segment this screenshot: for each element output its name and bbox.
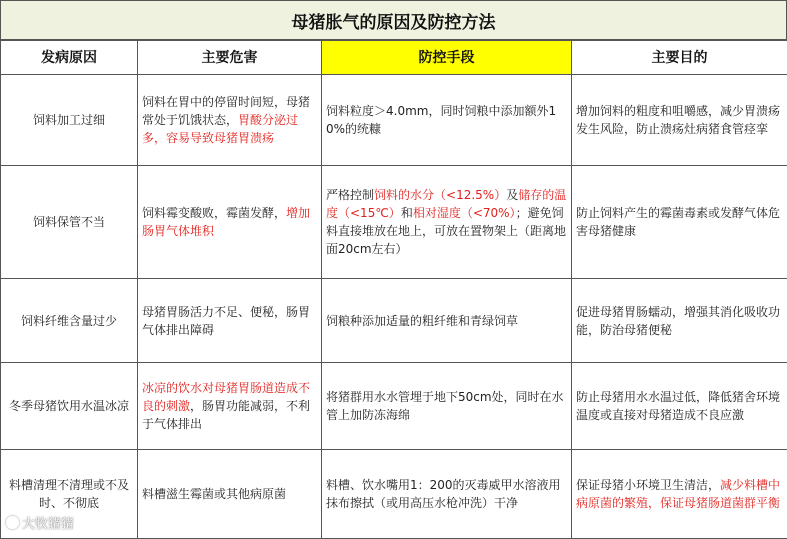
harm-cell (138, 363, 322, 450)
control-cell (322, 363, 572, 450)
control-text-highlight: 储存的温度（<15℃） (326, 188, 566, 220)
harm-cell (138, 166, 322, 279)
control-text: 严格控制 (326, 188, 374, 202)
purpose-text: 增加饲料的粗度和咀嚼感，减少胃溃疡发生风险，防止溃疡灶病猪食管痉挛 (576, 104, 780, 136)
header-harm: 主要危害 (138, 41, 322, 75)
purpose-text: 防止饲料产生的霉菌毒素或发酵气体危害母猪健康 (576, 206, 780, 238)
header-control: 防控手段 (322, 41, 572, 75)
purpose-text: 保证母猪小环境卫生清洁， (576, 478, 720, 492)
harm-cell (138, 75, 322, 166)
control-cell (322, 166, 572, 279)
control-cell (322, 279, 572, 363)
control-cell (322, 75, 572, 166)
table-title: 母猪胀气的原因及防控方法 (0, 0, 787, 40)
control-cell (322, 450, 572, 539)
table-row (1, 279, 787, 363)
watermark (6, 513, 74, 532)
cause-cell: 料槽清理不清理或不及时、不彻底 (1, 450, 138, 539)
purpose-cell (572, 450, 787, 539)
harm-text-highlight: 胃酸分泌过多，容易导致母猪胃溃疡 (142, 113, 298, 145)
harm-text: 料槽滋生霉菌或其他病原菌 (142, 487, 286, 501)
table-row (1, 363, 787, 450)
control-text: 饲粮种添加适量的粗纤维和青绿饲草 (326, 314, 518, 328)
control-text-highlight: 饲料的水分（<12.5%） (374, 188, 506, 202)
control-text-highlight: 相对湿度（<70%） (413, 206, 516, 220)
watermark-text: 大牧猪猪 (22, 513, 74, 532)
harm-text-highlight: 冰凉的饮水对母猪胃肠道造成不良的刺激 (142, 381, 310, 413)
control-text: 及 (506, 188, 518, 202)
harm-text-highlight: 增加肠胃气体堆积 (142, 206, 310, 238)
table-row (1, 75, 787, 166)
control-text: 料槽、饮水嘴用1：200的灭毒威甲水溶液用抹布擦拭（或用高压水枪冲洗）干净 (326, 478, 561, 510)
harm-text: 母猪胃肠活力不足、便秘，肠胃气体排出障碍 (142, 305, 310, 337)
control-text: ；避免饲料直接堆放在地上，可放在置物架上（距离地面20cm左右） (326, 206, 566, 256)
cause-cell: 饲料纤维含量过少 (1, 279, 138, 363)
control-text: 将猪群用水水管埋于地下50cm处，同时在水管上加防冻海绵 (326, 390, 564, 422)
cause-cell: 冬季母猪饮用水温冰凉 (1, 363, 138, 450)
header-cause: 发病原因 (1, 41, 138, 75)
purpose-text: 促进母猪胃肠蠕动，增强其消化吸收功能，防治母猪便秘 (576, 305, 780, 337)
header-row (1, 41, 787, 75)
table-row (1, 450, 787, 539)
purpose-cell (572, 166, 787, 279)
watermark-logo-icon (6, 516, 19, 529)
purpose-cell (572, 75, 787, 166)
harm-text: 饲料在胃中的停留时间短，母猪常处于饥饿状态， (142, 95, 310, 127)
cause-cell: 饲料加工过细 (1, 75, 138, 166)
header-purpose: 主要目的 (572, 41, 787, 75)
purpose-cell (572, 279, 787, 363)
control-text: 饲料粒度＞4.0mm，同时饲粮中添加额外10%的统糠 (326, 104, 556, 136)
harm-cell (138, 450, 322, 539)
harm-cell (138, 279, 322, 363)
harm-text: ，肠胃功能减弱，不利于气体排出 (142, 399, 310, 431)
purpose-cell (572, 363, 787, 450)
purpose-text: 防止母猪用水水温过低，降低猪舍环境温度或直接对母猪造成不良应激 (576, 390, 780, 422)
prevention-table (0, 40, 787, 539)
purpose-text-highlight: 减少料槽中病原菌的繁殖，保证母猪肠道菌群平衡 (576, 478, 780, 510)
harm-text: 饲料霉变酸败，霉菌发酵， (142, 206, 286, 220)
table-row (1, 166, 787, 279)
cause-cell: 饲料保管不当 (1, 166, 138, 279)
control-text: 和 (401, 206, 413, 220)
